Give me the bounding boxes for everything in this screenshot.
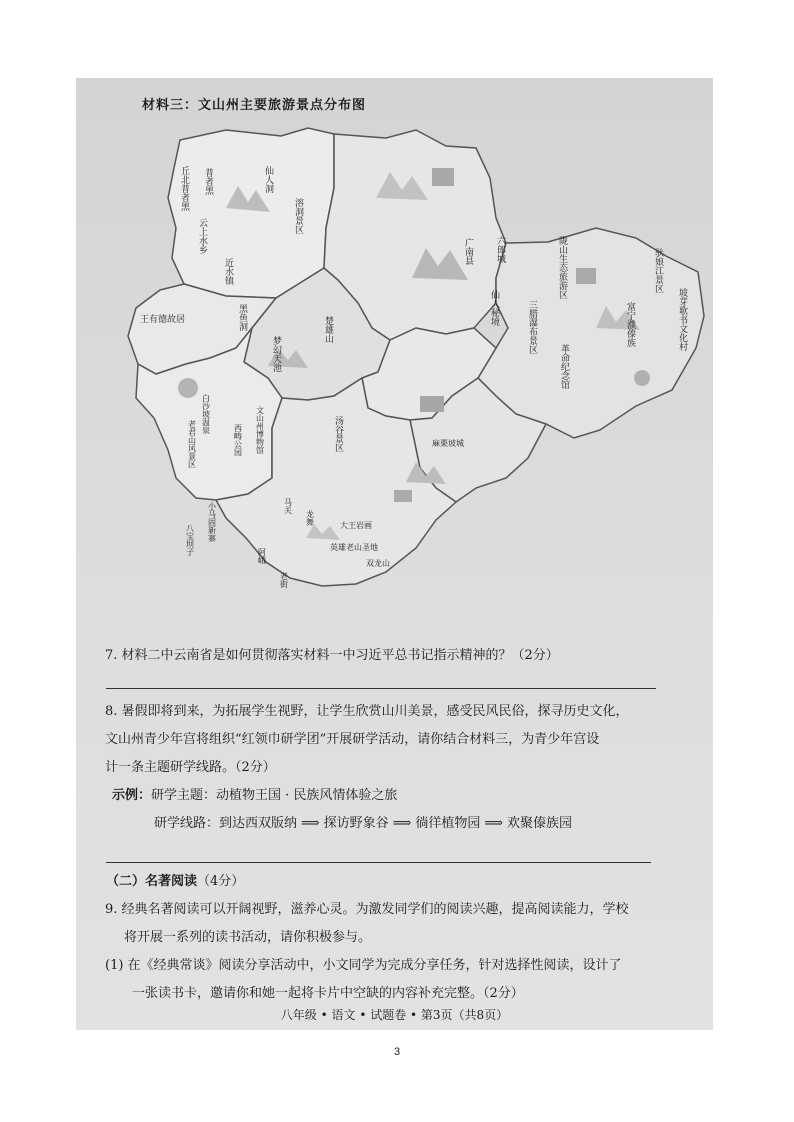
question-9-line2: 将开展一系列的读书活动，请你积极参与。 xyxy=(124,930,372,945)
section-2-score: （4分） xyxy=(197,874,245,889)
label-malipo: 麻栗坡城 xyxy=(432,439,464,448)
label-mengshan: 梦幻天池 xyxy=(271,336,281,372)
section-2-title: （二）名著阅读 xyxy=(106,874,198,889)
label-chuwu: 楚雄山 xyxy=(323,316,333,343)
route-arrow-icon: ⟹ xyxy=(484,816,503,831)
label-xichou: 西畴公园 xyxy=(233,424,243,456)
section-2-heading xyxy=(106,868,244,895)
label-puzhe: 普者黑 xyxy=(203,168,213,195)
question-9-sub1-line1: (1) 在《经典常谈》阅读分享活动中，小文同学为完成分享任务，针对选择性阅读，设计了 xyxy=(105,958,622,973)
label-laozhou: 老街 xyxy=(279,572,289,588)
region-funing xyxy=(478,228,704,438)
page-footer: 八年级 • 语文 • 试题卷 • 第3页（共8页） xyxy=(280,1008,509,1022)
label-laojun: 老君山风景区 xyxy=(187,420,197,468)
label-wangxiude: 王有德故居 xyxy=(140,315,186,325)
question-9-line1: 9. 经典名著阅读可以开阔视野，滋养心灵。为激发同学们的阅读兴趣，提高阅读能力，学校 xyxy=(105,902,629,917)
label-xiaoguo: 小马固新寨 xyxy=(207,502,217,542)
label-maguan: 马关 xyxy=(283,498,293,514)
label-geming: 革命纪念馆 xyxy=(559,344,569,389)
label-wenshan: 文山州博物馆 xyxy=(255,406,265,454)
route-stop-1: 到达西双版纳 xyxy=(219,816,298,831)
label-guangnan: 广南县 xyxy=(463,238,473,265)
label-xianren: 仙人洞 xyxy=(263,166,273,193)
label-qiubei: 丘北普者黑 xyxy=(179,166,189,211)
route-arrow-icon: ⟹ xyxy=(301,816,320,831)
label-longshan: 陇山生态旅游区 xyxy=(557,236,567,299)
label-boye: 驮娘江景区 xyxy=(653,248,663,293)
wenshan-tourism-map xyxy=(76,78,713,638)
route-label: 研学线路： xyxy=(154,816,220,831)
page-number: 3 xyxy=(393,1046,401,1058)
label-tangjiashan: 汤谷景区 xyxy=(333,416,343,452)
label-sanba: 三腊瀑布景区 xyxy=(527,300,537,354)
theme-text: 动植物王国 · 民族风情体验之旅 xyxy=(216,788,398,803)
label-shuangyi: 双龙山 xyxy=(366,559,390,568)
label-baolai: 八宝坝子 xyxy=(185,524,195,556)
region-qiubei xyxy=(168,128,334,298)
label-yunshang: 云上水乡 xyxy=(197,218,207,254)
label-fuzhen: 富宁濮傣族 xyxy=(625,302,635,347)
label-jinshui: 近水镇 xyxy=(223,258,233,285)
route-stop-4: 欢聚傣族园 xyxy=(506,816,572,831)
route-arrow-icon: ⟹ xyxy=(392,816,412,831)
question-7: 7. 材料二中云南省是如何贯彻落实材料一中习近平总书记指示精神的？（2分） xyxy=(105,648,559,663)
label-ahang: 阿峨 xyxy=(257,548,267,564)
label-yingxiong: 英雄老山圣地 xyxy=(330,543,378,552)
label-dawang: 大王岩画 xyxy=(340,521,372,530)
exam-page-photo xyxy=(76,78,713,1030)
question-8-line3: 计一条主题研学线路。（2分） xyxy=(105,760,276,775)
question-9-sub1-line2: 一张读书卡，邀请你和她一起将卡片中空缺的内容补充完整。（2分） xyxy=(132,986,524,1001)
route-stop-3: 徜徉植物园 xyxy=(415,816,481,831)
answer-line-q7[interactable] xyxy=(106,688,656,689)
label-xianren2: 仙人秘境 xyxy=(489,290,499,326)
route-stop-2: 探访野象谷 xyxy=(323,816,389,831)
label-heiyu: 黑鱼洞 xyxy=(237,304,247,331)
question-8-line2: 文山州青少年宫将组织“红领巾研学团”开展研学活动，请你结合材料三，为青少年宫设 xyxy=(105,732,600,747)
material3-title: 材料三：文山州主要旅游景点分布图 xyxy=(142,98,367,113)
label-shuidong: 溶洞景区 xyxy=(293,198,303,234)
label-longyu: 龙舞 xyxy=(305,510,315,526)
label-liulang: 六郎城 xyxy=(495,236,505,263)
answer-line-q8[interactable] xyxy=(106,862,651,863)
label-poya: 坡芽歌书文化村 xyxy=(677,288,687,351)
example-route-row xyxy=(154,810,572,837)
theme-label: 研学主题： xyxy=(151,788,217,803)
example-label: 示例： xyxy=(112,788,152,803)
label-baijiao: 白沙坡温泉 xyxy=(201,394,211,434)
example-theme-row xyxy=(112,782,397,809)
question-8-line1: 8. 暑假即将到来，为拓展学生视野，让学生欣赏山川美景，感受民风民俗，探寻历史文化， xyxy=(105,704,629,719)
